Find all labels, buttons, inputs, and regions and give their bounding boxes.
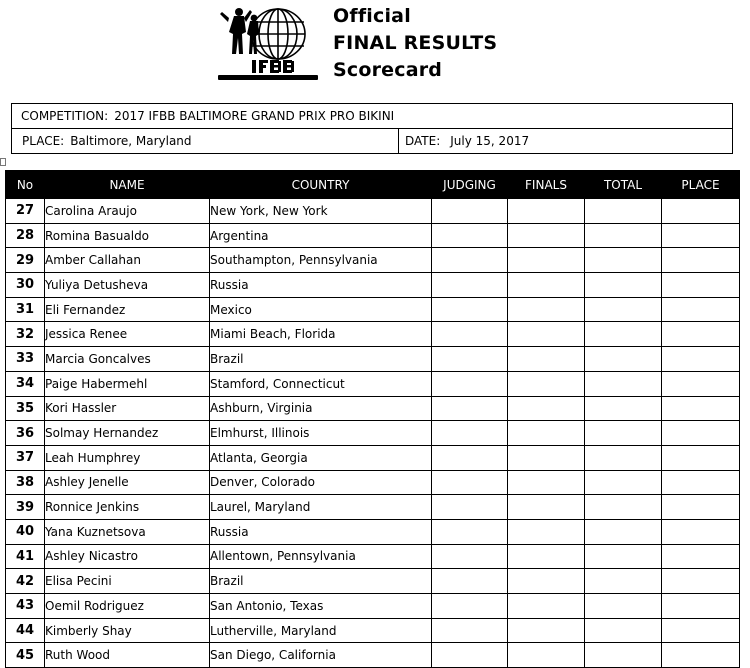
competitor-number: 32 [6, 322, 45, 347]
competitor-name: Carolina Araujo [45, 199, 210, 224]
table-row [6, 421, 740, 446]
table-row [6, 199, 740, 224]
table-row [6, 618, 740, 643]
total-cell [585, 643, 662, 668]
place-cell [662, 643, 740, 668]
place-cell [662, 396, 740, 421]
competitor-country: Lutherville, Maryland [210, 618, 432, 643]
total-cell [585, 421, 662, 446]
place-label: PLACE: [22, 134, 65, 148]
results-table [5, 170, 740, 668]
ifbb-logo [212, 4, 324, 82]
finals-cell [508, 470, 585, 495]
competition-cell [12, 104, 394, 128]
competitor-country: Brazil [210, 347, 432, 372]
competitor-country: New York, New York [210, 199, 432, 224]
place-cell [662, 223, 740, 248]
place-cell [662, 519, 740, 544]
table-row [6, 594, 740, 619]
competitor-number: 35 [6, 396, 45, 421]
competitor-country: Denver, Colorado [210, 470, 432, 495]
competition-label: COMPETITION: [21, 109, 109, 123]
competitor-number: 45 [6, 643, 45, 668]
table-row [6, 273, 740, 298]
judging-cell [432, 396, 508, 421]
competitor-number: 39 [6, 495, 45, 520]
finals-cell [508, 371, 585, 396]
place-cell [662, 421, 740, 446]
judging-cell [432, 569, 508, 594]
competitor-country: Laurel, Maryland [210, 495, 432, 520]
competitor-country: Stamford, Connecticut [210, 371, 432, 396]
competitor-name: Amber Callahan [45, 248, 210, 273]
finals-cell [508, 248, 585, 273]
competitor-country: Atlanta, Georgia [210, 445, 432, 470]
total-cell [585, 322, 662, 347]
col-header-place: PLACE [662, 171, 740, 199]
competitor-name: Marcia Goncalves [45, 347, 210, 372]
total-cell [585, 199, 662, 224]
competitor-number: 40 [6, 519, 45, 544]
competitor-number: 43 [6, 594, 45, 619]
finals-cell [508, 322, 585, 347]
competitor-number: 36 [6, 421, 45, 446]
finals-cell [508, 544, 585, 569]
table-row [6, 470, 740, 495]
table-header-row [6, 171, 740, 199]
competitor-number: 33 [6, 347, 45, 372]
competitor-name: Romina Basualdo [45, 223, 210, 248]
competitor-name: Leah Humphrey [45, 445, 210, 470]
judging-cell [432, 445, 508, 470]
competitor-number: 30 [6, 273, 45, 298]
table-row [6, 347, 740, 372]
competitor-country: Brazil [210, 569, 432, 594]
place-cell [662, 470, 740, 495]
judging-cell [432, 421, 508, 446]
date-label: DATE: [405, 134, 441, 148]
scorecard-header [0, 0, 750, 92]
place-cell [662, 248, 740, 273]
place-cell [662, 297, 740, 322]
place-cell [12, 129, 399, 153]
judging-cell [432, 297, 508, 322]
competitor-country: Miami Beach, Florida [210, 322, 432, 347]
competition-value: 2017 IFBB BALTIMORE GRAND PRIX PRO BIKINI [114, 109, 395, 123]
finals-cell [508, 519, 585, 544]
competitor-name: Ashley Jenelle [45, 470, 210, 495]
total-cell [585, 297, 662, 322]
competitor-name: Ruth Wood [45, 643, 210, 668]
total-cell [585, 618, 662, 643]
finals-cell [508, 396, 585, 421]
competitor-number: 29 [6, 248, 45, 273]
competitor-country: Ashburn, Virginia [210, 396, 432, 421]
total-cell [585, 569, 662, 594]
competitor-name: Kimberly Shay [45, 618, 210, 643]
competition-row [12, 104, 732, 128]
competitor-country: Argentina [210, 223, 432, 248]
judging-cell [432, 519, 508, 544]
finals-cell [508, 199, 585, 224]
col-header-finals: FINALS [508, 171, 585, 199]
place-cell [662, 594, 740, 619]
place-cell [662, 347, 740, 372]
table-row [6, 322, 740, 347]
judging-cell [432, 470, 508, 495]
date-cell [399, 129, 529, 153]
place-value: Baltimore, Maryland [70, 134, 192, 148]
place-cell [662, 371, 740, 396]
table-row [6, 396, 740, 421]
table-row [6, 495, 740, 520]
finals-cell [508, 445, 585, 470]
judging-cell [432, 223, 508, 248]
competitor-country: San Antonio, Texas [210, 594, 432, 619]
competitor-name: Elisa Pecini [45, 569, 210, 594]
total-cell [585, 371, 662, 396]
place-cell [662, 544, 740, 569]
competitor-name: Oemil Rodriguez [45, 594, 210, 619]
total-cell [585, 347, 662, 372]
competitor-country: Russia [210, 519, 432, 544]
finals-cell [508, 618, 585, 643]
total-cell [585, 495, 662, 520]
competitor-number: 44 [6, 618, 45, 643]
finals-cell [508, 297, 585, 322]
col-header-judging: JUDGING [432, 171, 508, 199]
competitor-country: Mexico [210, 297, 432, 322]
table-row [6, 297, 740, 322]
total-cell [585, 544, 662, 569]
place-cell [662, 322, 740, 347]
table-row [6, 371, 740, 396]
table-row [6, 519, 740, 544]
col-header-name: NAME [45, 171, 210, 199]
judging-cell [432, 544, 508, 569]
judging-cell [432, 248, 508, 273]
competitor-country: Elmhurst, Illinois [210, 421, 432, 446]
table-row [6, 248, 740, 273]
competitor-number: 41 [6, 544, 45, 569]
place-cell [662, 618, 740, 643]
col-header-no: No [6, 171, 45, 199]
total-cell [585, 594, 662, 619]
finals-cell [508, 495, 585, 520]
competitor-name: Yuliya Detusheva [45, 273, 210, 298]
competitor-country: Russia [210, 273, 432, 298]
judging-cell [432, 273, 508, 298]
total-cell [585, 223, 662, 248]
place-cell [662, 445, 740, 470]
competitor-country: Southampton, Pennsylvania [210, 248, 432, 273]
finals-cell [508, 347, 585, 372]
finals-cell [508, 223, 585, 248]
date-value: July 15, 2017 [450, 134, 530, 148]
title-line-official: Official [333, 5, 411, 27]
table-row [6, 445, 740, 470]
finals-cell [508, 594, 585, 619]
total-cell [585, 445, 662, 470]
competitor-number: 37 [6, 445, 45, 470]
place-cell [662, 199, 740, 224]
total-cell [585, 273, 662, 298]
competitor-name: Yana Kuznetsova [45, 519, 210, 544]
competitor-country: Allentown, Pennsylvania [210, 544, 432, 569]
judging-cell [432, 594, 508, 619]
judging-cell [432, 618, 508, 643]
total-cell [585, 396, 662, 421]
judging-cell [432, 643, 508, 668]
competitor-name: Eli Fernandez [45, 297, 210, 322]
finals-cell [508, 569, 585, 594]
place-cell [662, 273, 740, 298]
competitor-number: 31 [6, 297, 45, 322]
title-line-final-results: FINAL RESULTS [333, 32, 498, 54]
competitor-number: 27 [6, 199, 45, 224]
col-header-country: COUNTRY [210, 171, 432, 199]
competitor-name: Solmay Hernandez [45, 421, 210, 446]
place-cell [662, 495, 740, 520]
total-cell [585, 519, 662, 544]
judging-cell [432, 495, 508, 520]
competitor-name: Paige Habermehl [45, 371, 210, 396]
place-cell [662, 569, 740, 594]
total-cell [585, 248, 662, 273]
cell-marker [0, 158, 6, 166]
total-cell [585, 470, 662, 495]
table-row [6, 544, 740, 569]
table-row [6, 643, 740, 668]
competitor-number: 42 [6, 569, 45, 594]
competitor-number: 38 [6, 470, 45, 495]
results-body [6, 199, 740, 668]
competition-info-box [11, 103, 733, 154]
competitor-country: San Diego, California [210, 643, 432, 668]
finals-cell [508, 421, 585, 446]
finals-cell [508, 643, 585, 668]
finals-cell [508, 273, 585, 298]
table-row [6, 569, 740, 594]
judging-cell [432, 371, 508, 396]
competitor-number: 28 [6, 223, 45, 248]
title-line-scorecard: Scorecard [333, 59, 443, 81]
judging-cell [432, 199, 508, 224]
competitor-name: Ashley Nicastro [45, 544, 210, 569]
competitor-name: Ronnice Jenkins [45, 495, 210, 520]
scorecard-title [333, 3, 497, 84]
competitor-name: Jessica Renee [45, 322, 210, 347]
judging-cell [432, 347, 508, 372]
judging-cell [432, 322, 508, 347]
competitor-number: 34 [6, 371, 45, 396]
competitor-name: Kori Hassler [45, 396, 210, 421]
col-header-total: TOTAL [585, 171, 662, 199]
table-row [6, 223, 740, 248]
place-date-row [12, 128, 732, 153]
